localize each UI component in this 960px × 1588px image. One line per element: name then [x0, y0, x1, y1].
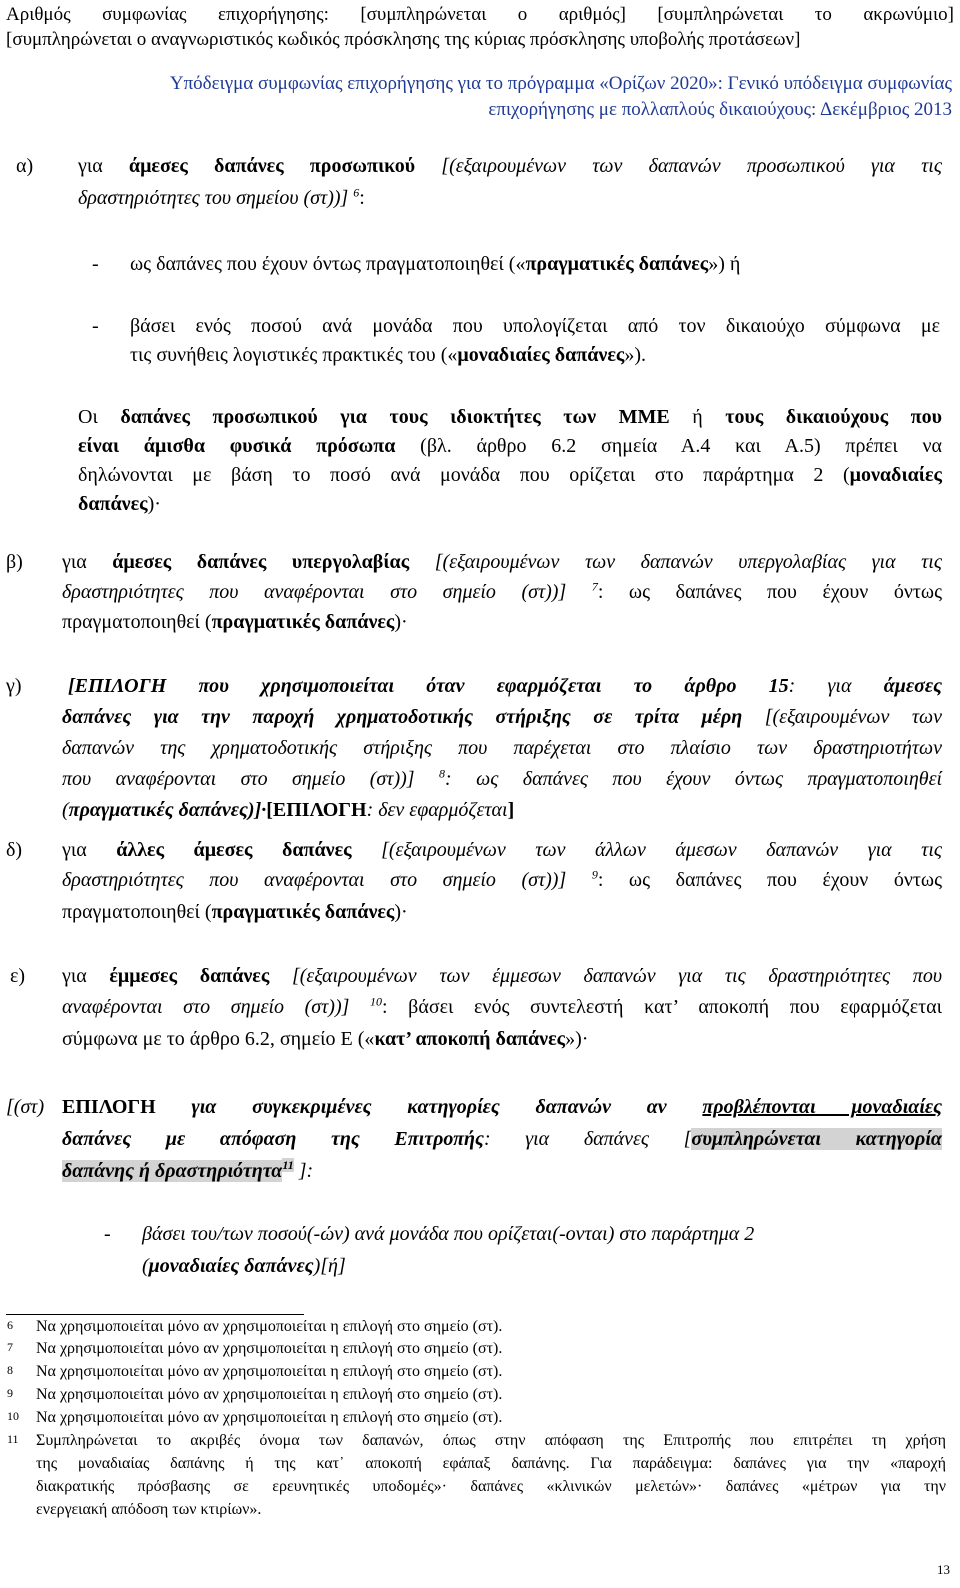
footnote-ref-9: 9: [591, 867, 598, 882]
item-b-label: β): [6, 551, 23, 573]
footnote-ref-10: 10: [370, 994, 383, 1009]
footnote-text: Να χρησιμοποιείται μόνο αν χρησιμοποιείται η επιλογή στο σημείο (στ).: [36, 1386, 503, 1403]
footnote-ref-7: 7: [591, 579, 598, 594]
page-number: 13: [937, 1562, 950, 1577]
item-b-line-3: πραγματοποιηθεί (πραγματικές δαπάνες)·: [62, 611, 408, 633]
item-d-label: δ): [6, 839, 23, 861]
item-c-label: γ): [6, 675, 22, 697]
item-f-dash-1: βάσει του/των ποσού(-ών) ανά μονάδα που ορίζεται(-ονται) στο παράρτημα 2: [142, 1223, 755, 1245]
footnote-separator: [6, 1314, 304, 1315]
item-e-line-2: αναφέρονται στο σημείο (στ))] $^{10}$: βάσει ενός συντελεστή κατ’ αποκοπή που εφαρμόζεται: [62, 994, 943, 1018]
header-line-2: [συμπληρώνεται ο αναγνωριστικός κωδικός πρόσκλησης της κύριας πρόσκλησης υποβολής προτάσεων]: [6, 29, 801, 50]
item-b-line-1: για άμεσες δαπάνες υπεργολαβίας [(εξαιρουμένων των δαπανών υπεργολαβίας για τις: [62, 551, 942, 573]
item-e-label: ε): [10, 965, 26, 987]
item-f-line-1: ΕΠΙΛΟΓΗ για συγκεκριμένες κατηγορίες δαπανών αν προβλέπονται μοναδιαίες: [62, 1096, 942, 1118]
footnote-number: 10: [7, 1409, 19, 1423]
footnote-text: Να χρησιμοποιείται μόνο αν χρησιμοποιείται η επιλογή στο σημείο (στ).: [36, 1409, 503, 1426]
footnote-text: διακρατικής πρόσβασης σε ερευνητικές υποδομές»· δαπάνες «κλινικών μελετών»· δαπάνες «μέτρων για την: [36, 1478, 946, 1495]
footnote-ref-6: 6: [353, 185, 360, 200]
item-d-line-3: πραγματοποιηθεί (πραγματικές δαπάνες)·: [62, 901, 408, 923]
footnote-text: Να χρησιμοποιείται μόνο αν χρησιμοποιείται η επιλογή στο σημείο (στ).: [36, 1340, 503, 1357]
footnote-text: της μοναδιαίας δαπάνης ή της κατ᾽ αποκοπή εφάπαξ δαπάνης. Για παράδειγμα: δαπάνες για την «παροχή: [36, 1455, 946, 1472]
footnote-text: Να χρησιμοποιείται μόνο αν χρησιμοποιείται η επιλογή στο σημείο (στ).: [36, 1318, 503, 1335]
item-a-dash-2: βάσει ενός ποσού ανά μονάδα που υπολογίζεται από τον δικαιούχο σύμφωνα με: [130, 315, 940, 337]
item-d-line-2: δραστηριότητες που αναφέρονται στο σημείο (στ))] $^9$: ως δαπάνες που έχουν όντως: [62, 867, 943, 891]
item-a-dash-1: ως δαπάνες που έχουν όντως πραγματοποιηθεί («πραγματικές δαπάνες») ή: [130, 253, 741, 275]
footnote-number: 6: [7, 1318, 13, 1332]
footnote-text: Να χρησιμοποιείται μόνο αν χρησιμοποιείται η επιλογή στο σημείο (στ).: [36, 1363, 503, 1380]
item-a-para-3: δηλώνονται με βάση το ποσό ανά μονάδα που ορίζεται στο παράρτημα 2 (μοναδιαίες: [78, 464, 942, 486]
item-e-line-1: για έμμεσες δαπάνες [(εξαιρουμένων των έμμεσων δαπανών για τις δραστηριότητες που: [62, 965, 942, 987]
item-a-line-2: δραστηριότητες του σημείου (στ))] $^6$:: [78, 185, 365, 209]
item-c-line-1: [ΕΠΙΛΟΓΗ που χρησιμοποιείται όταν εφαρμόζεται το άρθρο 15: για άμεσες: [68, 675, 942, 697]
item-a-para-4: δαπάνες)·: [78, 493, 161, 515]
header-line-1: Αριθμός συμφωνίας επιχορήγησης: [συμπληρώνεται ο αριθμός] [συμπληρώνεται το ακρωνύμιο]: [6, 4, 954, 25]
item-c-line-4: που αναφέρονται στο σημείο (στ))] $^8$: ως δαπάνες που έχουν όντως πραγματοποιηθεί: [62, 766, 943, 790]
item-b-line-2: δραστηριότητες που αναφέρονται στο σημείο (στ))] $^7$: ως δαπάνες που έχουν όντως: [62, 579, 943, 603]
item-f-label: [(στ): [6, 1096, 45, 1118]
item-c-line-3: δαπανών της χρηματοδοτικής στήριξης που παρέχεται στο πλαίσιο των δραστηριοτήτων: [62, 737, 942, 759]
dash-bullet: -: [92, 253, 99, 275]
footnote-text: Συμπληρώνεται το ακριβές όνομα των δαπανών, όπως στην απόφαση της Επιτροπής που επιτρέπει τη χρήση: [36, 1432, 946, 1449]
dash-bullet: -: [92, 315, 99, 337]
item-c-line-5: (πραγματικές δαπάνες)]·[ΕΠΙΛΟΓΗ: δεν εφαρμόζεται]: [62, 799, 515, 821]
footnote-ref-11: 11: [282, 1158, 294, 1173]
item-a-label: α): [16, 155, 34, 177]
item-d-line-1: για άλλες άμεσες δαπάνες [(εξαιρουμένων των άλλων άμεσων δαπανών για τις: [62, 839, 942, 861]
subtitle-line-2: επιχορήγησης με πολλαπλούς δικαιούχους: Δεκέμβριος 2013: [488, 99, 952, 120]
item-a-dash-2-cont: τις συνήθεις λογιστικές πρακτικές του («μοναδιαίες δαπάνες»).: [130, 344, 646, 366]
footnote-number: 7: [7, 1340, 13, 1354]
item-a-para-2: είναι άμισθα φυσικά πρόσωπα (βλ. άρθρο 6.2 σημεία Α.4 και Α.5) πρέπει να: [78, 435, 943, 457]
footnote-text: ενεργειακή απόδοση των κτιρίων».: [36, 1501, 262, 1518]
item-c-line-2: δαπάνες για την παροχή χρηματοδοτικής στήριξης σε τρίτα μέρη [(εξαιρουμένων των: [62, 706, 942, 728]
subtitle-line-1: Υπόδειγμα συμφωνίας επιχορήγησης για το πρόγραμμα «Ορίζων 2020»: Γενικό υπόδειγμα συμφωνίας: [169, 73, 952, 94]
item-f-line-3: δαπάνης ή δραστηριότητα$^{11}$ ]:: [62, 1158, 314, 1182]
item-e-line-3: σύμφωνα με το άρθρο 6.2, σημείο Ε («κατ’ αποκοπή δαπάνες»)·: [62, 1028, 589, 1050]
item-a-line-1: για άμεσες δαπάνες προσωπικού [(εξαιρουμένων των δαπανών προσωπικού για τις: [78, 155, 942, 177]
footnote-number: 8: [7, 1363, 13, 1377]
footnote-ref-8: 8: [439, 766, 446, 781]
dash-bullet: -: [104, 1223, 111, 1245]
item-a-para-1: Οι δαπάνες προσωπικού για τους ιδιοκτήτες των ΜΜΕ ή τους δικαιούχους που: [78, 406, 942, 428]
footnote-number: 9: [7, 1386, 13, 1400]
item-f-line-2: δαπάνες με απόφαση της Επιτροπής: για δαπάνες [συμπληρώνεται κατηγορία: [62, 1128, 942, 1150]
footnote-number: 11: [7, 1432, 19, 1446]
item-f-dash-1-cont: (μοναδιαίες δαπάνες)[ή]: [142, 1255, 346, 1277]
